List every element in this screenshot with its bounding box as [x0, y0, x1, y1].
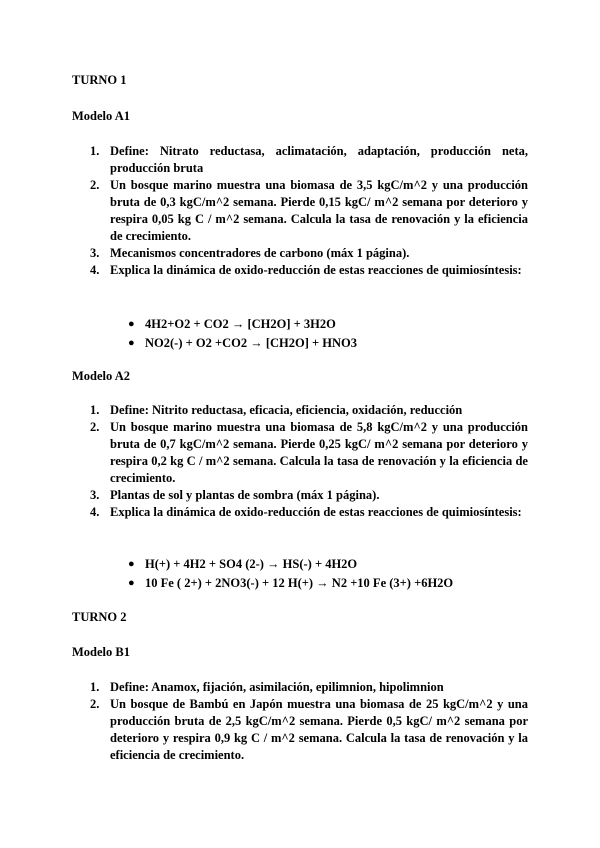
item-text: Mecanismos concentradores de carbono (máx 1 página). — [110, 246, 410, 260]
reaction-text: H(+) + 4H2 + SO4 (2-) → HS(-) + 4H2O — [145, 557, 358, 571]
reaction-item — [128, 556, 453, 575]
turno-2-heading: TURNO 2 — [72, 610, 127, 624]
item-text: Un bosque de Bambú en Japón muestra una biomasa de 25 kgC/m^2 y una producción bruta de 2,5 kgC/m^2 semana. Pierde 0,5 kgC/ m^2 semana por deterioro y respira 0,9 kg C / m^2 semana. Calcula la tasa de renovación y la eficiencia de crecimiento. — [110, 697, 528, 762]
reaction-item — [128, 316, 357, 335]
reaction-text: 4H2+O2 + CO2 → [CH2O] + 3H2O — [145, 317, 336, 331]
item-text: Un bosque marino muestra una biomasa de 3,5 kgC/m^2 y una producción bruta de 0,3 kgC/m^2 semana. Pierde 0,15 kgC/ m^2 semana por deterioro y respira 0,05 kg C / m^2 semana. Calcula la tasa de renovación y la eficiencia de crecimiento. — [110, 178, 528, 243]
bullet-icon: ● — [128, 558, 135, 570]
bullet-icon: ● — [128, 577, 135, 589]
reaction-item — [128, 335, 357, 354]
item-text: Un bosque marino muestra una biomasa de 5,8 kgC/m^2 y una producción bruta de 0,7 kgC/m^2 semana. Pierde 0,25 kgC/ m^2 semana por deterioro y respira 0,2 kg C / m^2 semana. Calcula la tasa de renovación y la eficiencia de crecimiento. — [110, 420, 528, 485]
modelo-a1-heading: Modelo A1 — [72, 109, 130, 123]
bullet-icon: ● — [128, 318, 135, 330]
item-number: 3. — [90, 488, 100, 502]
list-item — [72, 504, 528, 521]
list-item — [72, 696, 528, 764]
modelo-a2-heading: Modelo A2 — [72, 369, 130, 383]
item-text: Explica la dinámica de oxido-reducción de estas reacciones de quimiosíntesis: — [110, 263, 522, 277]
list-item — [72, 487, 528, 504]
list-item — [72, 177, 528, 245]
item-text: Define: Nitrato reductasa, aclimatación, adaptación, producción neta, producción bruta — [110, 144, 528, 175]
turno-1-heading: TURNO 1 — [72, 73, 127, 87]
modelo-a2-questions — [72, 402, 528, 521]
item-text: Define: Nitrito reductasa, eficacia, eficiencia, oxidación, reducción — [110, 403, 463, 417]
reaction-text: NO2(-) + O2 +CO2 → [CH2O] + HNO3 — [145, 336, 357, 350]
reaction-text: 10 Fe ( 2+) + 2NO3(-) + 12 H(+) → N2 +10 Fe (3+) +6H2O — [145, 576, 454, 590]
item-number: 1. — [90, 680, 100, 694]
list-item — [72, 245, 528, 262]
bullet-icon: ● — [128, 337, 135, 349]
item-number: 3. — [90, 246, 100, 260]
item-number: 1. — [90, 403, 100, 417]
item-text: Explica la dinámica de oxido-reducción de estas reacciones de quimiosíntesis: — [110, 505, 522, 519]
item-number: 1. — [90, 144, 100, 158]
item-number: 4. — [90, 263, 100, 277]
list-item — [72, 143, 528, 177]
modelo-a1-reactions — [128, 316, 357, 354]
modelo-b1-heading: Modelo B1 — [72, 645, 130, 659]
item-text: Define: Anamox, fijación, asimilación, epilimnion, hipolimnion — [110, 680, 444, 694]
list-item — [72, 402, 528, 419]
item-text: Plantas de sol y plantas de sombra (máx 1 página). — [110, 488, 380, 502]
list-item — [72, 262, 528, 279]
modelo-b1-questions — [72, 679, 528, 764]
list-item — [72, 419, 528, 487]
item-number: 2. — [90, 178, 100, 192]
list-item — [72, 679, 528, 696]
modelo-a2-reactions — [128, 556, 453, 594]
reaction-item — [128, 575, 453, 594]
item-number: 4. — [90, 505, 100, 519]
item-number: 2. — [90, 420, 100, 434]
modelo-a1-questions — [72, 143, 528, 279]
item-number: 2. — [90, 697, 100, 711]
